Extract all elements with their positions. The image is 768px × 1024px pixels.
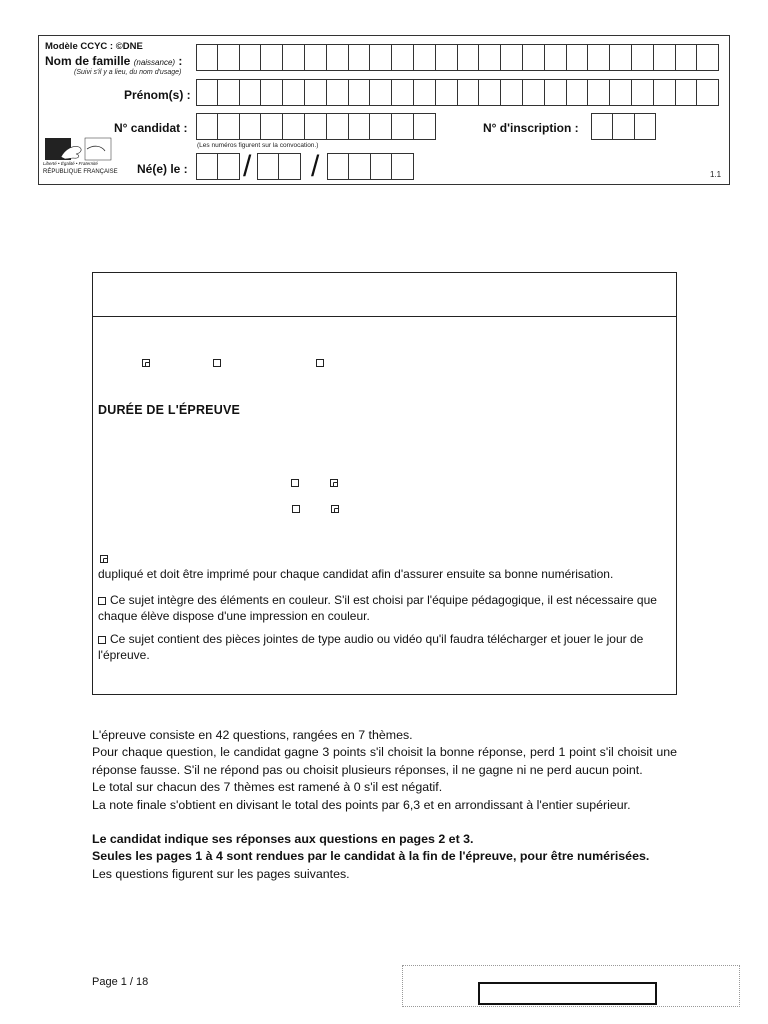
date-separator: / [243,150,252,183]
character-box[interactable] [196,44,218,71]
couleur-option [98,592,658,624]
character-box[interactable] [279,153,301,180]
character-box[interactable] [283,113,305,140]
character-box[interactable] [591,113,613,140]
character-box[interactable] [479,79,501,106]
character-box[interactable] [501,79,523,106]
character-box[interactable] [327,113,349,140]
checkbox-checked[interactable] [330,479,338,487]
character-box[interactable] [305,113,327,140]
character-box[interactable] [414,113,436,140]
character-box[interactable] [436,79,458,106]
nom-colon: : [178,54,183,68]
checkbox-checked[interactable] [142,359,150,367]
character-box[interactable] [392,79,414,106]
character-box[interactable] [305,79,327,106]
naissance-label: Né(e) le : [137,162,188,176]
character-box[interactable] [523,79,545,106]
character-box[interactable] [632,44,654,71]
modele-label: Modèle CCYC : ©DNE [45,41,143,52]
character-box[interactable] [327,44,349,71]
date-separator: / [311,150,320,183]
character-box[interactable] [414,44,436,71]
logo-caption: RÉPUBLIQUE FRANÇAISE [43,169,118,175]
checkbox[interactable] [291,479,299,487]
character-box[interactable] [261,113,283,140]
character-box[interactable] [283,79,305,106]
character-box[interactable] [240,79,262,106]
mois-field[interactable] [257,153,301,180]
candidat-note: (Les numéros figurent sur la convocation.) [197,142,319,149]
character-box[interactable] [257,153,279,180]
character-box[interactable] [218,153,240,180]
character-box[interactable] [654,79,676,106]
character-box[interactable] [545,44,567,71]
character-box[interactable] [218,79,240,106]
character-box[interactable] [610,79,632,106]
instruction-line: Le total sur chacun des 7 thèmes est ramené à 0 s'il est négatif. [92,780,443,795]
prenom-label: Prénom(s) : [124,88,191,102]
character-box[interactable] [501,44,523,71]
checkbox[interactable] [316,359,324,367]
checkbox-checked[interactable] [331,505,339,513]
nom-naissance: (naissance) [133,58,176,67]
character-box[interactable] [283,44,305,71]
character-box[interactable] [240,44,262,71]
prenom-field[interactable] [196,79,719,106]
logo-motto: Liberté • Égalité • Fraternité [43,161,98,166]
spacer [92,814,677,831]
character-box[interactable] [218,113,240,140]
instruction-line: Pour chaque question, le candidat gagne 3 points s'il choisit la bonne réponse, perd 1 point s'il choisit une réponse fausse. S'il ne répond pas ou choisit plusieurs réponses, il ne gagne ni ne perd aucun point. [92,745,677,777]
checkbox[interactable] [98,636,106,644]
character-box[interactable] [676,79,698,106]
character-box[interactable] [588,44,610,71]
character-box[interactable] [588,79,610,106]
checkbox[interactable] [98,597,106,605]
character-box[interactable] [697,79,719,106]
character-box[interactable] [370,44,392,71]
character-box[interactable] [261,79,283,106]
character-box[interactable] [458,44,480,71]
character-box[interactable] [392,153,414,180]
instructions [92,727,677,883]
instruction-bold: Seules les pages 1 à 4 sont rendues par le candidat à la fin de l'épreuve, pour être numérisées. [92,849,650,864]
couleur-text: Ce sujet intègre des éléments en couleur. S'il est choisi par l'équipe pédagogique, il est nécessaire que chaque élève dispose d'une impression en couleur. [98,593,657,623]
instruction-line: La note finale s'obtient en divisant le total des points par 6,3 et en arrondissant à l'entier supérieur. [92,797,631,812]
candidat-field[interactable] [196,113,436,140]
character-box[interactable] [305,44,327,71]
character-box[interactable] [479,44,501,71]
character-box[interactable] [349,153,371,180]
audio-option [98,631,658,663]
character-box[interactable] [196,79,218,106]
character-box[interactable] [523,44,545,71]
version-number: 1.1 [710,170,722,179]
instruction-line: L'épreuve consiste en 42 questions, rangées en 7 thèmes. [92,728,413,742]
character-box[interactable] [196,113,218,140]
character-box[interactable] [349,79,371,106]
character-box[interactable] [697,44,719,71]
character-box[interactable] [613,113,635,140]
candidat-label: N° candidat : [114,121,188,135]
duree-title: DURÉE DE L'ÉPREUVE [98,403,241,417]
character-box[interactable] [196,153,218,180]
character-box[interactable] [545,79,567,106]
character-box[interactable] [349,44,371,71]
instruction-line: Les questions figurent sur les pages suivantes. [92,866,350,881]
audio-text: Ce sujet contient des pièces jointes de type audio ou vidéo qu'il faudra télécharger et jouer le jour de l'épreuve. [98,632,644,662]
character-box[interactable] [414,79,436,106]
character-box[interactable] [370,113,392,140]
character-box[interactable] [676,44,698,71]
character-box[interactable] [240,113,262,140]
character-box[interactable] [371,153,393,180]
page-number: Page 1 / 18 [92,976,149,988]
nom-field[interactable] [196,44,719,71]
footer-code-box [478,982,657,1005]
character-box[interactable] [632,79,654,106]
character-box[interactable] [218,44,240,71]
character-box[interactable] [610,44,632,71]
inscription-field[interactable] [591,113,656,140]
character-box[interactable] [392,113,414,140]
duplication-text: dupliqué et doit être imprimé pour chaque candidat afin d'assurer ensuite sa bonne numérisation. [98,567,614,581]
character-box[interactable] [370,79,392,106]
character-box[interactable] [349,113,371,140]
character-box[interactable] [458,79,480,106]
nom-label-text: Nom de famille [45,54,131,68]
jour-field[interactable] [196,153,240,180]
instruction-bold: Le candidat indique ses réponses aux questions en pages 2 et 3. [92,832,474,847]
checkbox-checked[interactable] [100,555,108,563]
character-box[interactable] [392,44,414,71]
character-box[interactable] [567,44,589,71]
republique-francaise-logo [43,137,119,179]
character-box[interactable] [654,44,676,71]
character-box[interactable] [436,44,458,71]
inscription-label: N° d'inscription : [483,121,579,135]
annee-field[interactable] [327,153,414,180]
nom-label [45,54,182,68]
nom-note: (Suivi s'il y a lieu, du nom d'usage) [74,69,182,76]
character-box[interactable] [261,44,283,71]
checkbox[interactable] [213,359,221,367]
character-box[interactable] [327,79,349,106]
character-box[interactable] [567,79,589,106]
character-box[interactable] [327,153,349,180]
box-divider [92,316,677,317]
checkbox[interactable] [292,505,300,513]
character-box[interactable] [635,113,657,140]
